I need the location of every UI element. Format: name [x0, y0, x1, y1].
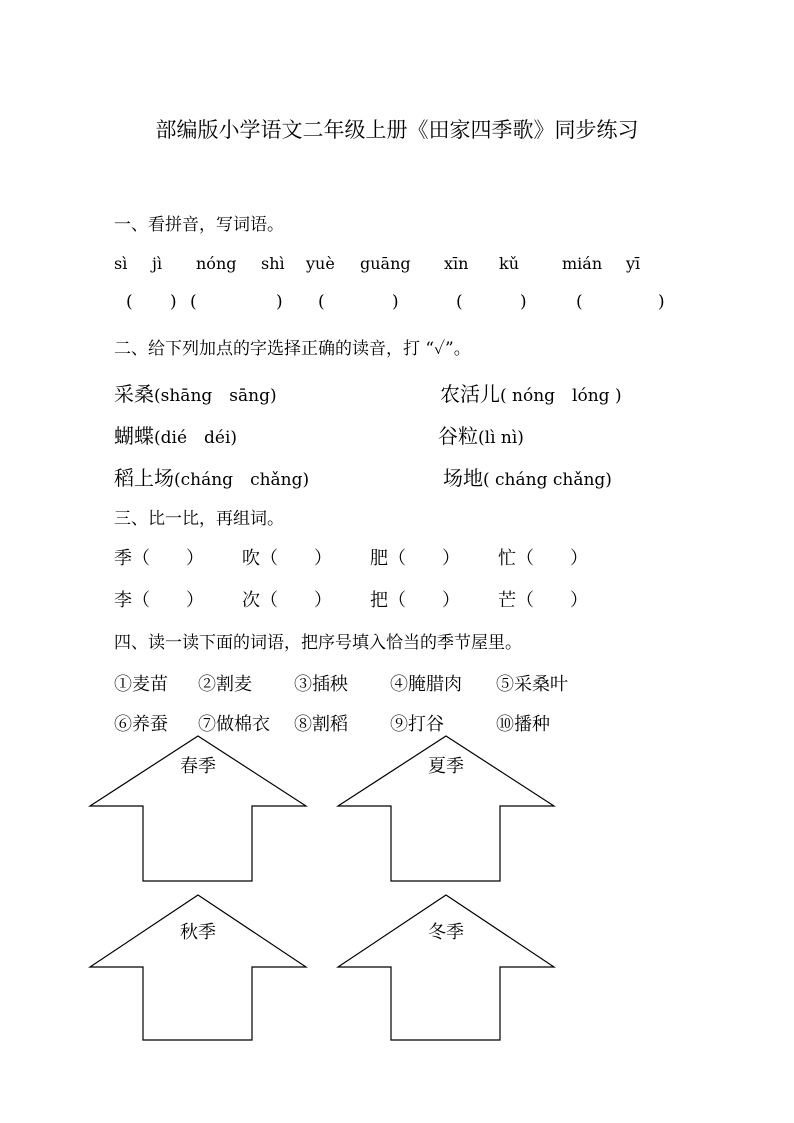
pinyin-9: mián	[562, 254, 603, 273]
house-label-summer: 夏季	[428, 756, 464, 777]
compare-item-5[interactable]: 李（ ）	[114, 590, 204, 611]
house-autumn[interactable]	[90, 895, 306, 1041]
house-label-winter: 冬季	[428, 922, 464, 943]
word-item-4: ④腌腊肉	[390, 674, 462, 695]
word-item-5: ⑤采桑叶	[496, 674, 568, 695]
reading-word: 场地	[443, 466, 483, 490]
reading-options: ( nóng lóng )	[500, 386, 622, 406]
answer-blank-4-close: )	[520, 292, 527, 312]
reading-word: 农活儿	[440, 382, 500, 406]
answer-blank-5-open[interactable]: (	[576, 292, 583, 312]
section1-heading: 一、看拼音，写词语。	[114, 215, 284, 235]
house-winter[interactable]	[338, 895, 554, 1041]
reading-item-5[interactable]	[114, 462, 309, 491]
reading-options: (dié déi)	[154, 428, 238, 448]
house-label-spring: 春季	[180, 756, 216, 777]
answer-blank-4-open[interactable]: (	[456, 292, 463, 312]
answer-blank-2-close: )	[276, 292, 283, 312]
answer-blank-3-close: )	[392, 292, 399, 312]
reading-word: 稻上场	[114, 466, 174, 490]
pinyin-5: yuè	[306, 254, 335, 273]
word-item-1: ①麦苗	[114, 674, 168, 695]
reading-options: (cháng chǎng)	[174, 470, 310, 490]
answer-blank-5-close: )	[658, 292, 665, 312]
reading-options: (lì nì)	[478, 428, 524, 448]
pinyin-10: yī	[626, 254, 641, 273]
word-item-6: ⑥养蚕	[114, 714, 168, 735]
reading-item-4[interactable]	[438, 420, 524, 449]
word-item-8: ⑧割稻	[294, 714, 348, 735]
pinyin-6: guāng	[360, 254, 411, 273]
page-title: 部编版小学语文二年级上册《田家四季歌》同步练习	[155, 118, 639, 142]
reading-word: 谷粒	[438, 424, 478, 448]
pinyin-7: xīn	[444, 254, 469, 273]
answer-blank-3-open[interactable]: (	[318, 292, 325, 312]
word-item-10: ⑩播种	[496, 714, 550, 735]
section3-heading: 三、比一比，再组词。	[114, 509, 284, 529]
compare-item-8[interactable]: 芒（ ）	[498, 590, 588, 611]
house-label-autumn: 秋季	[180, 922, 216, 943]
reading-word: 蝴蝶	[114, 424, 154, 448]
reading-item-1[interactable]	[114, 378, 277, 407]
answer-blank-1-close: )	[170, 292, 177, 312]
reading-word: 采桑	[114, 382, 154, 406]
pinyin-8: kǔ	[499, 254, 519, 273]
pinyin-2: jì	[152, 254, 163, 273]
pinyin-3: nóng	[196, 254, 237, 273]
section2-heading: 二、给下列加点的字选择正确的读音，打 “✓”。	[114, 339, 471, 359]
word-item-2: ②割麦	[198, 674, 252, 695]
section4-heading: 四、读一读下面的词语，把序号填入恰当的季节屋里。	[114, 633, 522, 653]
compare-item-1[interactable]: 季（ ）	[114, 548, 204, 569]
pinyin-4: shì	[261, 254, 285, 273]
word-item-9: ⑨打谷	[390, 714, 444, 735]
pinyin-1: sì	[114, 254, 128, 273]
word-item-7: ⑦做棉衣	[198, 714, 270, 735]
compare-item-3[interactable]: 肥（ ）	[370, 548, 460, 569]
compare-item-4[interactable]: 忙（ ）	[498, 548, 588, 569]
reading-item-3[interactable]	[114, 420, 237, 449]
reading-item-2[interactable]	[440, 378, 622, 407]
answer-blank-2-open[interactable]: (	[190, 292, 197, 312]
reading-item-6[interactable]	[443, 462, 612, 491]
compare-item-2[interactable]: 吹（ ）	[242, 548, 332, 569]
answer-blank-1-open[interactable]: (	[126, 292, 133, 312]
reading-options: (shāng sāng)	[154, 386, 277, 406]
reading-options: ( cháng chǎng)	[483, 470, 612, 490]
word-item-3: ③插秧	[294, 674, 348, 695]
compare-item-6[interactable]: 次（ ）	[242, 590, 332, 611]
compare-item-7[interactable]: 把（ ）	[370, 590, 460, 611]
